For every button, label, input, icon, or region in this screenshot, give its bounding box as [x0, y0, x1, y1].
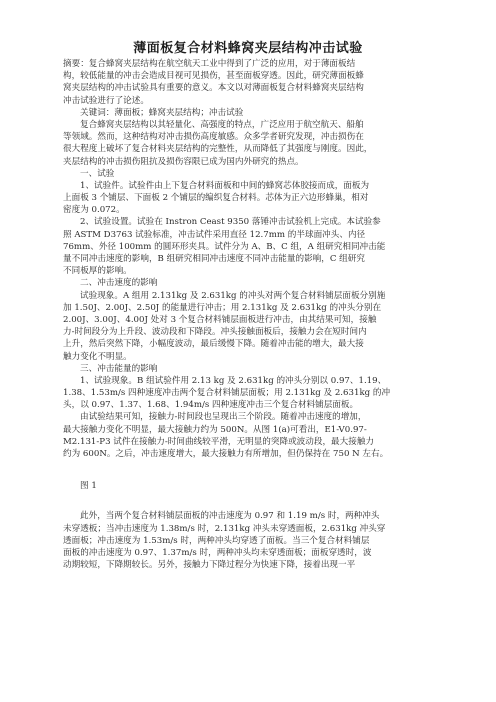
section-heading: 二、冲击速度的影响	[80, 278, 158, 289]
paragraph-line: 2、试验设置。试验在 Instron Ceast 9350 落锤冲击试验机上完成。本试验参	[80, 217, 381, 228]
paragraph-line: 力-时间段分为上升段、波动段和下降段。冲头接触面板后，接触力会在短时间内	[63, 327, 367, 338]
paragraph-line: 头，以 0.97、1.37、1.68、1.94m/s 四种速度冲击三个复合材料铺层面板。	[63, 400, 359, 411]
abstract-line: 冲击试验进行了论述。	[63, 95, 149, 106]
paragraph-line: 2.00J、3.00J、4.00J 处对 3 个复合材料铺层面板进行冲击，由其结果可知，接触	[63, 314, 377, 325]
paragraph-line: 不同板厚的影响。	[63, 266, 132, 277]
paragraph-line: 面板的冲击速度为 0.97、1.37m/s 时，两种冲头均未穿透面板；面板穿透时，波	[63, 547, 372, 558]
paragraph-line: M2.131-P3 试件在接触力-时间曲线较平滑，无明显的突降或波动段，最大接触力	[63, 436, 375, 447]
paragraph-line: 试验现象。A 组用 2.131kg 及 2.631kg 的冲头对两个复合材料铺层面板分别施	[80, 290, 386, 301]
paragraph-line: 加 1.50J、2.00J、2.50J 的能量进行冲击；用 2.131kg 及 2.631kg 的冲头分别在	[63, 302, 382, 313]
abstract-line: 摘要：复合蜂窝夹层结构在航空航天工业中得到了广泛的应用，对于薄面板结	[63, 59, 356, 69]
paragraph-line: 夹层结构的冲击损伤阻抗及损伤容限已成为国内外研究的热点。	[63, 156, 304, 167]
abstract-line: 窝夹层结构的冲击试验具有重要的意义。本文以对薄面板复合材料蜂窝夹层结构	[63, 83, 364, 94]
paragraph-line: 76mm、外径 100mm 的圆环形夹具。试件分为 A、B、C 组，A 组研究相同冲击能	[63, 241, 386, 252]
paragraph-line: 最大接触力变化不明显，最大接触力约为 500N。从图 1(a)可看出，E1-V0.97-	[63, 424, 367, 435]
paragraph-line: 照 ASTM D3763 试验标准，冲击试件采用直径 12.7mm 的半球面冲头、内径	[63, 229, 366, 240]
paragraph-line: 等领域。然而，这种结构对冲击损伤高度敏感。众多学者研究发现，冲击损伤在	[63, 132, 364, 143]
keywords-line: 关键词：薄面板；蜂窝夹层结构；冲击试验	[80, 107, 244, 118]
paragraph-line: 未穿透板；当冲击速度为 1.38m/s 时，2.131kg 冲头未穿透面板，2.631kg 冲头穿	[63, 523, 386, 534]
paragraph-line: 约为 600N。之后，冲击速度增大，最大接触力有所增加，但仍保持在 750 N 左右。	[63, 449, 389, 459]
paragraph-line: 此外，当两个复合材料铺层面板的冲击速度为 0.97 和 1.19 m/s 时，两种冲头	[80, 511, 380, 522]
document-body	[63, 58, 435, 571]
paragraph-line: 透面板；冲击速度为 1.53m/s 时，两种冲头均穿透了面板。当三个复合材料铺层	[63, 535, 370, 546]
paragraph-line: 动期较短，下降期较长。另外，接触力下降过程分为快速下降，接着出现一平	[63, 560, 356, 571]
paragraph-line: 1.38、1.53m/s 四种速度冲击两个复合材料铺层面板；用 2.131kg 及 2.631kg 的冲	[63, 388, 391, 399]
abstract-line: 构，较低能量的冲击会造成目视可见损伤，甚至面板穿透。因此，研究薄面板蜂	[63, 71, 364, 82]
paragraph-line: 上面板 3 个铺层、下面板 2 个铺层的编织复合材料。芯体为正六边形蜂巢，相对	[63, 193, 369, 204]
paragraph-line: 触力变化不明显。	[63, 351, 132, 362]
document-title: 薄面板复合材料蜂窝夹层结构冲击试验	[133, 41, 363, 56]
paragraph-line: 量不同冲击速度的影响，B 组研究相同冲击速度不同冲击能量的影响，C 组研究	[63, 254, 365, 264]
paragraph-line: 复合蜂窝夹层结构以其轻量化、高强度的特点，广泛应用于航空航天、船舶	[80, 119, 364, 130]
paragraph-line: 上升，然后突然下降，小幅度波动，最后缓慢下降。随着冲击能的增大，最大接	[63, 339, 364, 350]
section-heading: 三、冲击能量的影响	[80, 363, 158, 374]
figure-caption: 图 1	[80, 481, 97, 492]
paragraph-line: 1、试验件。试验件由上下复合材料面板和中间的蜂窝芯体胶接而成，面板为	[80, 180, 370, 191]
paragraph-line: 由试验结果可知，接触力-时间段也呈现出三个阶段。随着冲击速度的增加，	[80, 412, 367, 423]
section-heading: 一、试验	[80, 168, 115, 179]
paragraph-line: 很大程度上破坏了复合材料夹层结构的完整性，从而降低了其强度与刚度。因此，	[63, 144, 373, 155]
paragraph-line: 密度为 0.072。	[63, 205, 125, 216]
paragraph-line: 1、试验现象。B 组试验件用 2.13 kg 及 2.631kg 的冲头分别以 0.97、1.19、	[80, 375, 387, 386]
